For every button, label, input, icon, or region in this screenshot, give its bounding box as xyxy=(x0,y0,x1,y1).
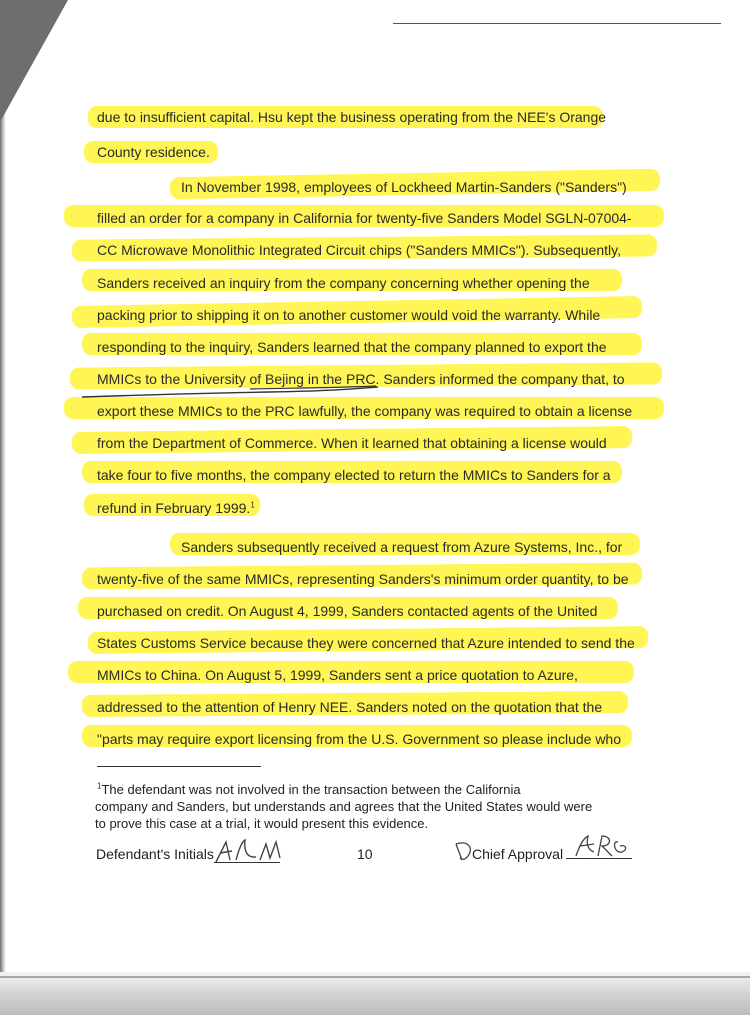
body-line: purchased on credit. On August 4, 1999, Sanders contacted agents of the United xyxy=(97,603,598,619)
defendant-initials-label: Defendant's Initials xyxy=(96,846,214,862)
footnote-text: The defendant was not involved in the transaction between the California xyxy=(101,782,521,797)
scan-left-edge xyxy=(0,0,6,1015)
scan-bottom-edge xyxy=(0,972,750,1015)
body-line-text: refund in February 1999. xyxy=(97,500,251,516)
body-line: export these MMICs to the PRC lawfully, the company was required to obtain a license xyxy=(97,403,633,419)
body-line: addressed to the attention of Henry NEE. Sanders noted on the quotation that the xyxy=(97,699,603,715)
footnote-line: to prove this case at a trial, it would present this evidence. xyxy=(95,816,429,831)
footnote-line xyxy=(97,782,521,798)
body-line: States Customs Service because they were concerned that Azure intended to send the xyxy=(97,635,635,651)
body-line: CC Microwave Monolithic Integrated Circuit chips ("Sanders MMICs"). Subsequently, xyxy=(97,242,621,258)
chief-signature-line xyxy=(566,858,632,859)
top-rule xyxy=(393,23,721,24)
footnote-marker: 1 xyxy=(97,781,102,791)
body-line: Sanders received an inquiry from the company concerning whether opening the xyxy=(97,275,590,291)
footnote-rule xyxy=(97,766,261,767)
body-line: filled an order for a company in California for twenty-five Sanders Model SGLN-07004- xyxy=(97,210,632,226)
chief-approval-label: Chief Approval xyxy=(472,846,564,862)
body-line: packing prior to shipping it on to another customer would void the warranty. While xyxy=(97,307,601,323)
body-line xyxy=(97,499,255,517)
footnote-reference: 1 xyxy=(250,500,255,510)
body-line: County residence. xyxy=(97,144,210,160)
body-line: In November 1998, employees of Lockheed Martin-Sanders ("Sanders") xyxy=(181,179,627,195)
body-line: "parts may require export licensing from the U.S. Government so please include who xyxy=(97,731,621,747)
body-line: MMICs to the University of Bejing in the PRC. Sanders informed the company that, to xyxy=(97,371,625,387)
body-line: take four to five months, the company elected to return the MMICs to Sanders for a xyxy=(97,467,611,483)
body-line: MMICs to China. On August 5, 1999, Sanders sent a price quotation to Azure, xyxy=(97,667,578,683)
body-line: responding to the inquiry, Sanders learned that the company planned to export the xyxy=(97,339,607,355)
footnote-line: company and Sanders, but understands and agrees that the United States would were xyxy=(95,799,593,814)
page-number: 10 xyxy=(357,846,373,862)
body-line: twenty-five of the same MMICs, representing Sanders's minimum order quantity, to be xyxy=(97,571,629,587)
scan-folded-corner xyxy=(0,0,68,122)
pen-underline xyxy=(80,383,390,403)
scan-page-edge xyxy=(0,976,750,978)
body-line: due to insufficient capital. Hsu kept the business operating from the NEE's Orange xyxy=(97,109,607,125)
initials-signature-line xyxy=(214,862,280,863)
body-line: Sanders subsequently received a request from Azure Systems, Inc., for xyxy=(181,539,623,555)
body-line: from the Department of Commerce. When it learned that obtaining a license would xyxy=(97,435,607,451)
